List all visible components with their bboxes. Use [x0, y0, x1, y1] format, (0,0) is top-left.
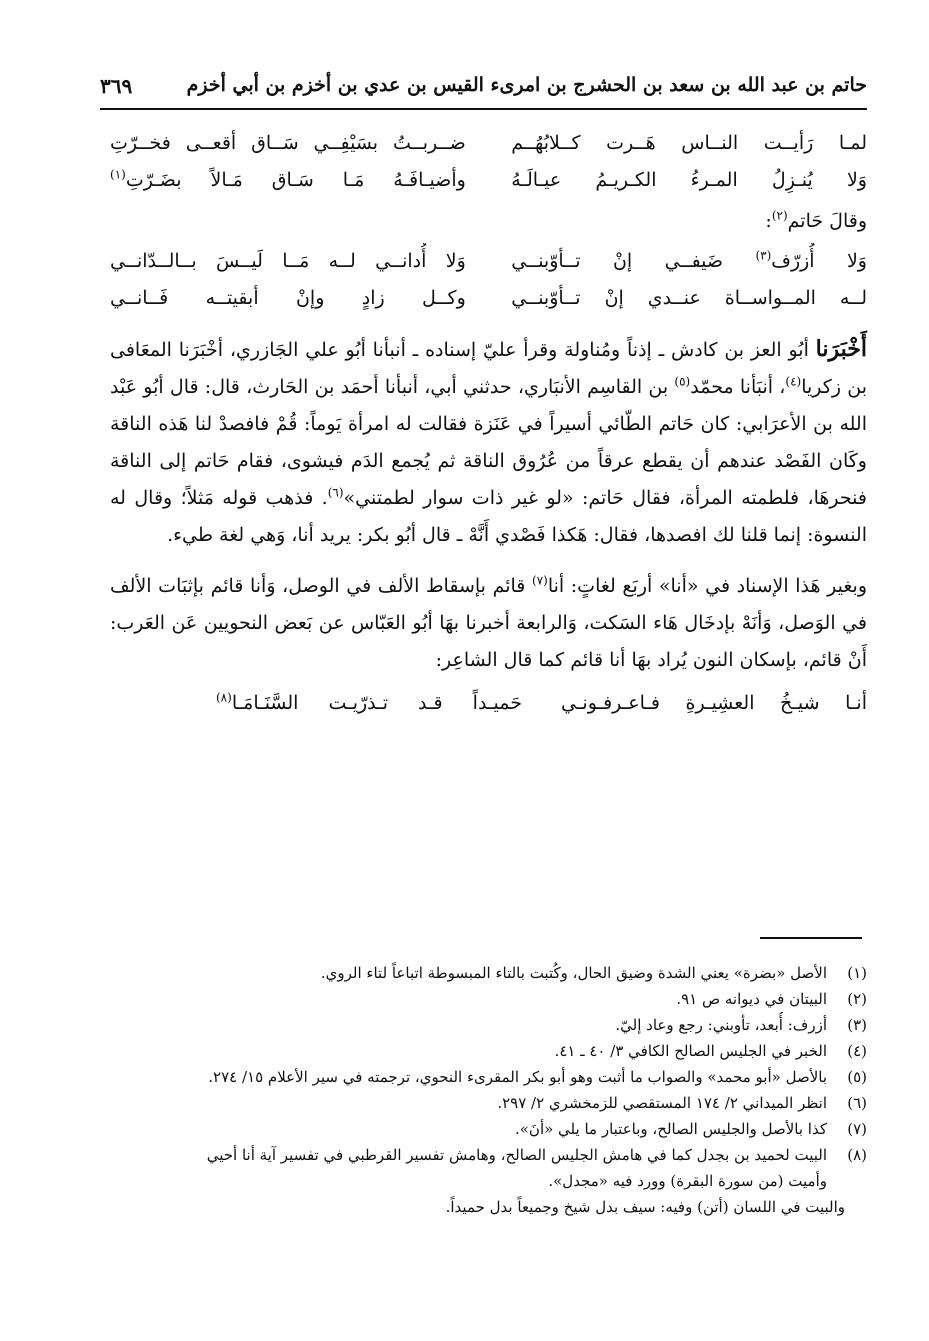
footnote-number: (٧) — [847, 1120, 867, 1138]
footnote-text: البيتان في ديوانه ص ٩١. — [676, 990, 827, 1008]
footnote-marker: (١) — [110, 167, 126, 182]
running-title: حاتم بن عبد الله بن سعد بن الحشرج بن امرىء القيس بن عدي بن أخزم بن أبي أخزم — [186, 74, 867, 96]
footnotes — [120, 960, 867, 1220]
footnote-marker: (٢) — [771, 208, 788, 223]
footnote-separator — [760, 937, 862, 939]
footnote — [120, 1116, 867, 1142]
footnote-continuation: والبيت في اللسان (أتن) وفيه: سيف بدل شيخ وجميعاً بدل حميداً. — [445, 1198, 845, 1216]
verse-line — [216, 685, 867, 722]
footnote-marker: (٤) — [785, 374, 802, 389]
footnote-text: أزرف: أُبعد، تأوبني: رجع وعاد إليّ. — [615, 1016, 827, 1034]
footnote-number: (٦) — [847, 1094, 867, 1112]
verse-left-hemistich: وَلا أُدانــي لــه مَــا لَيــسَ بــالــدّانــي — [110, 250, 466, 272]
verse-right-hemistich: أنـا شيـخُ العشِيـرةِ فـاعـرفـونـي — [561, 692, 867, 714]
verse-right-hemistich — [511, 243, 867, 280]
verse-right-hemistich: وَلا يُنـزِلُ المـرءُ الكـريـمُ عيـالَـهُ — [511, 169, 867, 191]
footnote — [120, 1064, 867, 1090]
verse-left-hemistich — [216, 685, 522, 722]
paragraph-narration — [110, 331, 867, 554]
footnote — [120, 960, 867, 986]
footnote-number: (٢) — [847, 990, 867, 1008]
footnote-number: (٨) — [847, 1146, 867, 1164]
verse-intro-text: وقالَ حَاتم — [787, 210, 867, 232]
paragraph-text: قائم بإسقاط الألف في الوصل، وَأنا قائم بإثبَات الألف في الوَصل، وَأنَهْ بإدخَال هَاء السَكت، وَالرابعة أخبرنا بهَا أبُو العَبّاس عن بَعض النحويين عَن العَرب: أَنْ قائم، بإسكان النون يُراد بهَا أنا قائم كما قال الشاعِر: — [110, 575, 867, 671]
footnote — [120, 986, 867, 1012]
paragraph-text: ، أنبَأنا محمّد — [690, 376, 786, 398]
footnote-text: الأصل «بضرة» يعني الشدة وضيق الحال، وكُتبت بالتاء المبسوطة اتباعاً لتاء الروي. — [320, 964, 827, 982]
footnote — [120, 1090, 867, 1116]
footnote-text: كذا بالأصل والجليس الصالح، وباعتبار ما يلي «أنَ». — [514, 1120, 827, 1138]
running-header — [100, 72, 867, 110]
paragraph-ana-forms — [110, 568, 867, 679]
footnote-marker: (٧) — [531, 573, 548, 588]
verse-line — [110, 243, 867, 280]
verse-left-hemistich — [110, 162, 466, 199]
footnote-number: (٤) — [847, 1042, 867, 1060]
footnote-marker: (٦) — [327, 485, 344, 500]
verse-line — [110, 280, 867, 317]
footnote-text: انظر الميداني ٢/ ١٧٤ المستقصي للزمخشري ٢/ ٢٩٧. — [497, 1094, 827, 1112]
footnote-continuation: وأميت (من سورة البقرة) وورد فيه «مجدل». — [548, 1172, 827, 1190]
hemistich-text: وأضيـافَـهُ مَـا سَـاق مَـالاً بضَـرّتِ — [125, 169, 466, 191]
verse-line — [110, 125, 867, 162]
verse-intro — [110, 199, 867, 243]
footnote-marker: (٣) — [755, 248, 772, 263]
verse-left-hemistich: ضــربــتُ بسَيْفِــي سَــاق أقعــى فخــرّتِ — [110, 132, 466, 154]
keyword-akhbarana: أَخْبَرَنا — [815, 336, 867, 362]
verse-right-hemistich: لــه المــواســاة عنــدي إنْ تــأوّبنــي — [511, 287, 867, 309]
footnote-marker: (٥) — [674, 374, 691, 389]
paragraph-text: . فذهب قوله مَثلاً؛ وقال له النسوة: إنما قلنا لك افصدها، فقال: هَكذا فَصْدي أَنَّهْ ـ قال أبُو بكر: يريد أنا، وَهي لغة طيء. — [110, 487, 867, 546]
footnote-text: الخبر في الجليس الصالح الكافي ٣/ ٤٠ ـ ٤١. — [554, 1042, 827, 1060]
verse-line — [110, 162, 867, 199]
footnote-text: بالأصل «أبو محمد» والصواب ما أثبت وهو أبو بكر المقرىء النحوي، ترجمته في سير الأعلام ١٥/ ٢٧٤. — [208, 1068, 827, 1086]
main-text — [110, 125, 867, 722]
footnote-marker: (٨) — [215, 690, 232, 705]
verse-intro-colon: : — [765, 210, 772, 232]
verse-left-hemistich: وكــل زادٍ وإنْ أبقيتــه فَــانــي — [110, 287, 466, 309]
footnote-number: (٣) — [847, 1016, 867, 1034]
hemistich-text-tail: ضَيفــي إنْ تــأوّبنــي — [511, 250, 756, 272]
paragraph-text: بن القاسِم الأنبَاري، حدثني أبي، أنبأنا أحمَد بن الحَارث، قال: قال أبُو عَبْد الله بن الأعرَابي: كان حَاتم الطّائي أسيراً في عَنَزة فقالت له امرأة يَوماً: قُمْ فافصدْ لنا هَذه الناقة وكَان الفَصْد عندهم أن يقطع عرقاً من عُرُوق الناقة ثم يُجمع الدَم فيشوى، فقام حَاتم إلى الناقة فنحرهَا، فلطمته المرأة، فقال حَاتم: «لو غير ذات سوار لطمتني» — [110, 376, 867, 509]
page-number: ٣٦٩ — [100, 74, 133, 98]
footnote — [120, 1142, 867, 1168]
footnote — [120, 1038, 867, 1064]
verse-right-hemistich: لمـا رَأيــت النــاس هَــرت كــلابُهُــم — [511, 132, 867, 154]
footnote-text: البيت لحميد بن بجدل كما في هامش الجليس الصالح، وهامش تفسير القرطبي في تفسير آية أنا أحيي — [206, 1146, 827, 1164]
hemistich-text: حَميـداً قـد تـذرّيـت السَّنَـامَـا — [231, 692, 522, 714]
footnote-number: (٥) — [847, 1068, 867, 1086]
hemistich-text: وَلا أُزرّف — [771, 250, 867, 272]
paragraph-text: وبغير هَذا الإسناد في «أنا» أربَع لغاتٍ: أنا — [547, 575, 867, 597]
paragraph-text: أبُو العز بن كادش ـ إذناً ومُناولة وقرأ عليّ إسناده ـ أنبأنا أبُو علي الجَازري، أخْبَرَنا المعَافى بن زكريا — [110, 339, 867, 398]
footnote-number: (١) — [847, 964, 867, 982]
footnote — [120, 1012, 867, 1038]
